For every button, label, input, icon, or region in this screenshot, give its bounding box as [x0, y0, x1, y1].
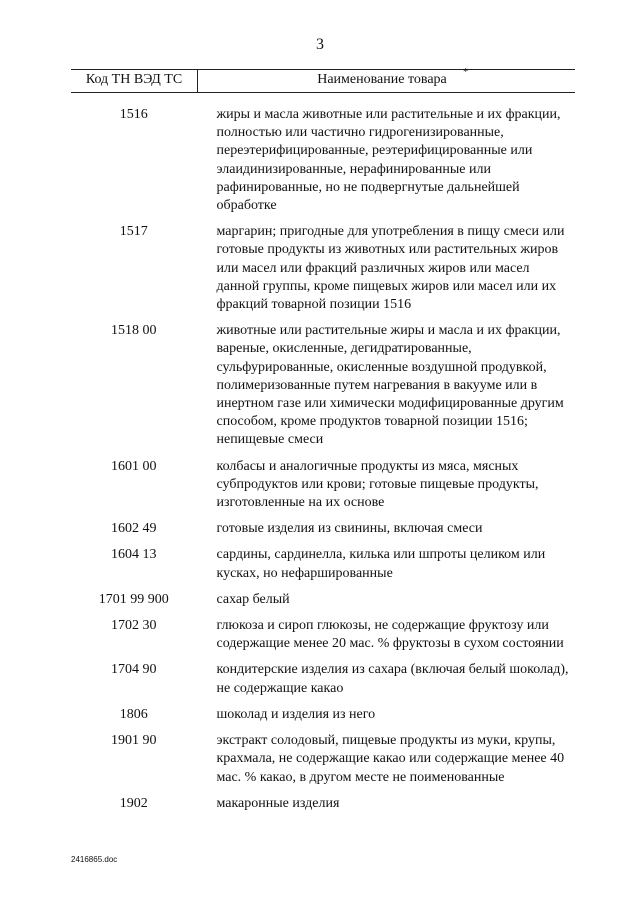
row-code: 1901 90 [110, 733, 157, 749]
row-name: колбасы и аналогичные продукты из мяса, мясных субпродуктов или крови; готовые пищевые продукты, изготовленные на их основе [216, 458, 539, 511]
row-code: 1602 49 [110, 521, 157, 537]
page-number: 3 [316, 36, 324, 53]
row-name: жиры и масла животные или растительные и их фракции, полностью или частично гидрогенизированные, переэтерифицированные, реэтерифицированные или элаидинизированные, нерафинированные или рафинированные, но не подвергнутые дальнейшей обработке [216, 107, 561, 214]
row-code: 1704 90 [110, 662, 157, 678]
table-row [71, 106, 575, 215]
row-name: маргарин; пригодные для употребления в пищу смеси или готовые продукты из животных или растительных жиров или масел или фракций различных жиров или масел данной группы, кроме пищевых жиров или масел или их фракций товарной позиции 1516 [216, 224, 565, 313]
table-row [71, 661, 575, 697]
row-code: 1806 [119, 706, 148, 722]
table-header [71, 66, 575, 93]
row-name: сахар белый [216, 591, 290, 607]
row-code: 1902 [119, 795, 148, 811]
row-name: кондитерские изделия из сахара (включая белый шоколад), не содержащие какао [216, 662, 569, 696]
row-code: 1516 [119, 107, 148, 122]
header-separator [197, 69, 198, 93]
header-asterisk: * [463, 66, 469, 78]
row-name: экстракт солодовый, пищевые продукты из муки, крупы, крахмала, не содержащие какао или содержащие менее 40 мас. % какао, в другом месте не поименованные [216, 733, 565, 785]
row-name: шоколад и изделия из него [216, 706, 376, 722]
table-row [71, 795, 575, 813]
row-code: 1701 99 900 [98, 591, 169, 607]
row-code: 1517 [119, 224, 148, 240]
row-code: 1604 13 [110, 547, 157, 563]
footer-filename: 2416865.doc [71, 855, 118, 864]
header-name-column: Наименование товара [317, 72, 447, 87]
table-row [71, 223, 575, 314]
header-code-column: Код ТН ВЭД ТС [85, 72, 183, 87]
row-name: животные или растительные жиры и масла и их фракции, вареные, окисленные, дегидратированные, сульфурированные, окисленные воздушной продувкой, полимеризованные путем нагревания в вакууме или в инертном газе или химически модифицированные другим способом, кроме продуктов товарной позиции 1516; непищевые смеси [216, 323, 564, 448]
table-row [71, 591, 575, 609]
table-row [71, 617, 575, 653]
row-name: готовые изделия из свинины, включая смеси [216, 521, 483, 537]
row-code: 1518 00 [110, 323, 157, 339]
table-row [71, 732, 575, 787]
table-row [71, 458, 575, 513]
table-row [71, 546, 575, 582]
row-name: глюкоза и сироп глюкозы, не содержащие фруктозу или содержащие менее 20 мас. % фруктозы в сухом состоянии [216, 618, 564, 652]
row-code: 1601 00 [110, 458, 157, 474]
table-row [71, 322, 575, 449]
row-name: сардины, сардинелла, килька или шпроты целиком или кусках, но нефаршированные [216, 547, 546, 581]
table-row [71, 520, 575, 538]
row-name: макаронные изделия [216, 795, 340, 811]
row-code: 1702 30 [110, 618, 157, 634]
table-body [71, 106, 575, 821]
table-row [71, 706, 575, 724]
